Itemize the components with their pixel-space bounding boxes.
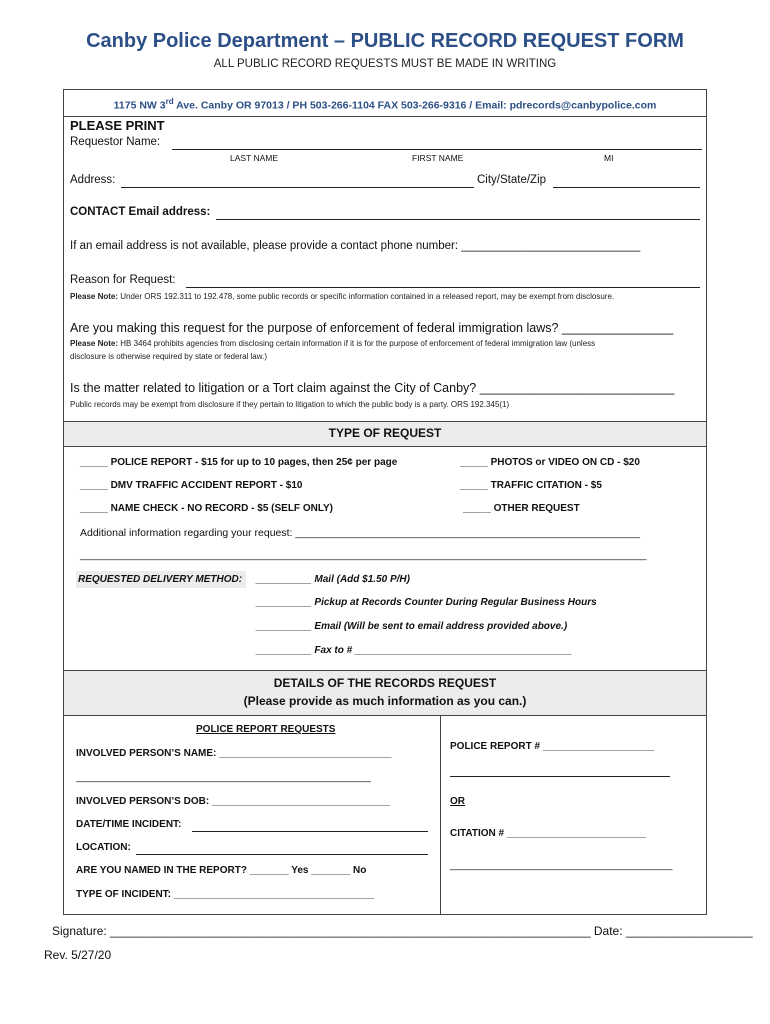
last-name-caption: LAST NAME <box>230 153 279 163</box>
form-title: Canby Police Department – PUBLIC RECORD REQUEST FORM <box>86 30 684 52</box>
revision-label: Rev. 5/27/20 <box>44 948 112 962</box>
details-divider-bottom <box>63 715 707 716</box>
department-address: 1175 NW 3rd Ave. Canby OR 97013 / PH 503-266-1104 FAX 503-266-9316 / Email: pdrecords@canbypolice.com <box>113 97 657 112</box>
signature-date-line[interactable]: Signature: ________________________________________________________________________ Date: ___________________ <box>52 924 753 938</box>
involved-name-field[interactable]: INVOLVED PERSON’S NAME: _______________________________ <box>76 748 392 759</box>
delivery-mail-option[interactable]: __________ Mail (Add $1.50 P/H) <box>256 574 410 585</box>
requestor-name-field[interactable] <box>172 149 702 150</box>
police-report-requests-heading: POLICE REPORT REQUESTS <box>196 724 336 735</box>
police-report-option[interactable]: _____ POLICE REPORT - $15 for up to 10 pages, then 25¢ per page <box>80 457 398 468</box>
location-label: LOCATION: <box>76 842 131 853</box>
type-of-request-heading: TYPE OF REQUEST <box>328 426 442 440</box>
date-time-field[interactable] <box>192 831 428 832</box>
reason-field[interactable] <box>186 287 700 288</box>
other-request-option[interactable]: _____ OTHER REQUEST <box>463 503 580 514</box>
citation-number-line[interactable]: ________________________________________ <box>450 860 673 871</box>
details-subheading: (Please provide as much information as you can.) <box>243 694 527 708</box>
type-divider-bottom <box>63 446 707 447</box>
immigration-note: Please Note: HB 3464 prohibits agencies from disclosing certain information if it is for the purpose of enforcement of federal immigration law (unless <box>70 339 596 348</box>
details-heading: DETAILS OF THE RECORDS REQUEST <box>273 676 497 690</box>
named-in-report-field[interactable]: ARE YOU NAMED IN THE REPORT? _______ Yes _______ No <box>76 865 367 876</box>
mi-caption: MI <box>604 153 614 163</box>
delivery-fax-option[interactable]: __________ Fax to # _______________________________________ <box>256 645 572 656</box>
additional-info-line[interactable]: _________________________________________________________________________________________________ <box>80 549 647 561</box>
traffic-citation-option[interactable]: _____ TRAFFIC CITATION - $5 <box>460 480 602 491</box>
or-label: OR <box>450 796 465 807</box>
citation-number-field[interactable]: CITATION # _________________________ <box>450 828 646 839</box>
delivery-method-label: REQUESTED DELIVERY METHOD: <box>78 574 243 585</box>
immigration-note-cont: disclosure is otherwise required by state or federal law.) <box>70 352 267 361</box>
email-field[interactable] <box>216 219 700 220</box>
address-label: Address: <box>70 174 116 186</box>
address-divider <box>63 116 707 117</box>
police-report-number-field[interactable]: POLICE REPORT # ____________________ <box>450 741 655 752</box>
city-state-zip-field[interactable] <box>553 187 700 188</box>
delivery-pickup-option[interactable]: __________ Pickup at Records Counter During Regular Business Hours <box>256 597 597 608</box>
location-field[interactable] <box>136 854 428 855</box>
details-divider-top <box>63 670 707 671</box>
litigation-question: Is the matter related to litigation or a Tort claim against the City of Canby? ____________________________ <box>70 381 675 395</box>
involved-name-cont[interactable]: _____________________________________________________ <box>76 772 371 783</box>
email-label: CONTACT Email address: <box>70 206 211 218</box>
reason-note: Please Note: Under ORS 192.311 to 192.478, some public records or specific information contained in a released report, may be exempt from disclosure. <box>70 292 615 301</box>
type-divider-top <box>63 421 707 422</box>
name-check-option[interactable]: _____ NAME CHECK - NO RECORD - $5 (SELF ONLY) <box>80 503 334 514</box>
involved-dob-field[interactable]: INVOLVED PERSON’S DOB: ________________________________ <box>76 796 390 807</box>
reason-label: Reason for Request: <box>70 274 176 286</box>
type-of-incident-field[interactable]: TYPE OF INCIDENT: ____________________________________ <box>76 889 374 900</box>
address-field[interactable] <box>121 187 474 188</box>
photos-video-option[interactable]: _____ PHOTOS or VIDEO ON CD - $20 <box>460 457 640 468</box>
phone-label: If an email address is not available, please provide a contact phone number: ____________________________ <box>70 240 641 252</box>
additional-info-label[interactable]: Additional information regarding your request: ___________________________________________________________ <box>80 527 640 539</box>
dmv-report-option[interactable]: _____ DMV TRAFFIC ACCIDENT REPORT - $10 <box>80 480 303 491</box>
city-state-zip-label: City/State/Zip <box>477 174 547 186</box>
please-print-label: PLEASE PRINT <box>70 118 165 133</box>
police-report-number-line[interactable] <box>450 776 670 777</box>
form-subtitle: ALL PUBLIC RECORD REQUESTS MUST BE MADE IN WRITING <box>213 58 557 70</box>
date-time-label: DATE/TIME INCIDENT: <box>76 819 182 830</box>
details-column-divider <box>440 715 441 915</box>
litigation-note: Public records may be exempt from disclosure if they pertain to litigation to which the public body is a party. ORS 192.345(1) <box>70 400 510 409</box>
first-name-caption: FIRST NAME <box>412 153 464 163</box>
requestor-name-label: Requestor Name: <box>70 136 161 148</box>
immigration-question: Are you making this request for the purpose of enforcement of federal immigration laws? ________________ <box>70 321 674 335</box>
delivery-email-option[interactable]: __________ Email (Will be sent to email address provided above.) <box>256 621 568 632</box>
